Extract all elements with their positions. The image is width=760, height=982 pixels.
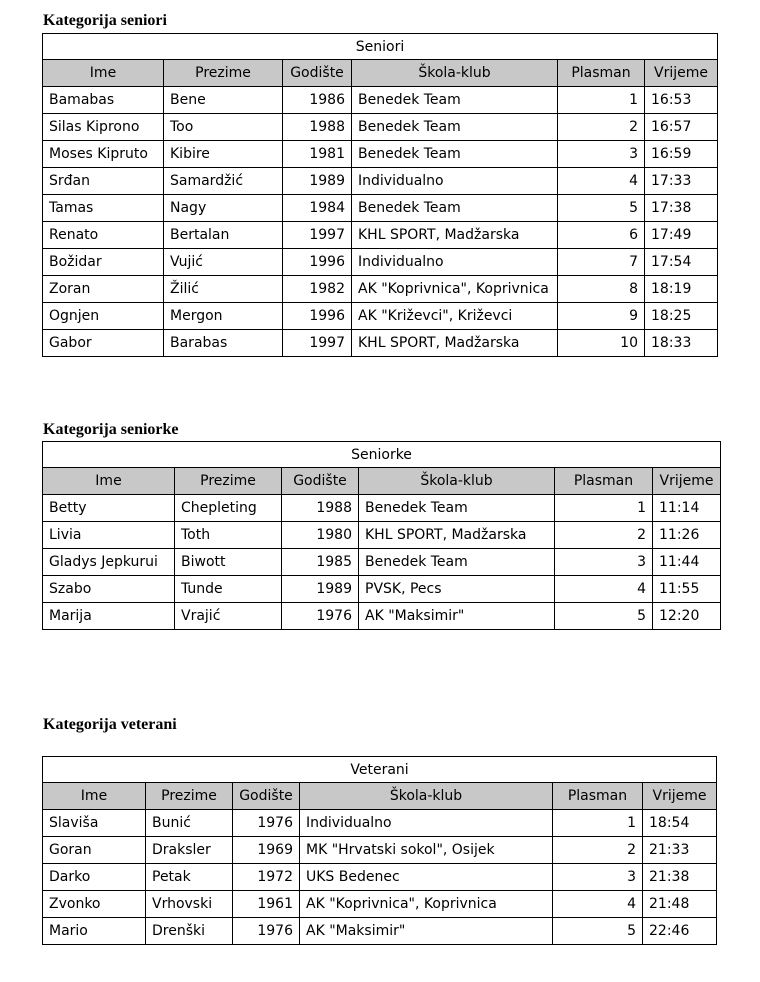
cell-godiste: 1997	[283, 330, 352, 357]
cell-godiste: 1976	[233, 810, 300, 837]
cell-plasman: 3	[555, 549, 653, 576]
column-header-prezime: Prezime	[146, 783, 233, 810]
cell-prezime: Nagy	[164, 195, 283, 222]
table-header-row	[43, 783, 717, 810]
table-row	[43, 249, 718, 276]
section-title-seniorke: Kategorija seniorke	[43, 421, 179, 438]
cell-vrijeme: 21:38	[643, 864, 717, 891]
column-header-skola-klub: Škola-klub	[300, 783, 553, 810]
cell-ime: Goran	[43, 837, 146, 864]
cell-godiste: 1982	[283, 276, 352, 303]
cell-vrijeme: 11:26	[653, 522, 721, 549]
cell-ime: Božidar	[43, 249, 164, 276]
results-table-seniorke	[42, 441, 721, 630]
cell-ime: Gladys Jepkurui	[43, 549, 175, 576]
column-header-ime: Ime	[43, 783, 146, 810]
cell-ime: Moses Kipruto	[43, 141, 164, 168]
table-row	[43, 549, 721, 576]
cell-prezime: Toth	[175, 522, 282, 549]
table-row	[43, 141, 718, 168]
cell-ime: Ognjen	[43, 303, 164, 330]
cell-godiste: 1996	[283, 249, 352, 276]
table-row	[43, 891, 717, 918]
cell-vrijeme: 11:14	[653, 495, 721, 522]
cell-prezime: Žilić	[164, 276, 283, 303]
table-row	[43, 87, 718, 114]
cell-skola-klub: Benedek Team	[352, 195, 558, 222]
cell-prezime: Petak	[146, 864, 233, 891]
cell-plasman: 4	[555, 576, 653, 603]
cell-prezime: Chepleting	[175, 495, 282, 522]
cell-prezime: Bertalan	[164, 222, 283, 249]
cell-ime: Marija	[43, 603, 175, 630]
cell-skola-klub: Benedek Team	[359, 495, 555, 522]
column-header-vrijeme: Vrijeme	[643, 783, 717, 810]
cell-godiste: 1961	[233, 891, 300, 918]
cell-vrijeme: 16:59	[645, 141, 718, 168]
table-row	[43, 810, 717, 837]
cell-plasman: 2	[555, 522, 653, 549]
cell-godiste: 1988	[282, 495, 359, 522]
table-row	[43, 603, 721, 630]
table-caption: Veterani	[43, 757, 717, 783]
cell-skola-klub: PVSK, Pecs	[359, 576, 555, 603]
cell-ime: Livia	[43, 522, 175, 549]
cell-ime: Szabo	[43, 576, 175, 603]
cell-vrijeme: 21:48	[643, 891, 717, 918]
cell-vrijeme: 21:33	[643, 837, 717, 864]
cell-ime: Srđan	[43, 168, 164, 195]
table-row	[43, 918, 717, 945]
cell-skola-klub: Individualno	[300, 810, 553, 837]
column-header-prezime: Prezime	[175, 468, 282, 495]
cell-vrijeme: 18:33	[645, 330, 718, 357]
cell-vrijeme: 18:19	[645, 276, 718, 303]
table-header-row	[43, 60, 718, 87]
cell-plasman: 3	[553, 864, 643, 891]
cell-skola-klub: AK "Maksimir"	[300, 918, 553, 945]
cell-prezime: Vrajić	[175, 603, 282, 630]
cell-godiste: 1986	[283, 87, 352, 114]
cell-godiste: 1976	[282, 603, 359, 630]
cell-godiste: 1981	[283, 141, 352, 168]
cell-plasman: 2	[553, 837, 643, 864]
cell-godiste: 1976	[233, 918, 300, 945]
cell-plasman: 2	[558, 114, 645, 141]
table-row	[43, 114, 718, 141]
cell-vrijeme: 17:33	[645, 168, 718, 195]
cell-godiste: 1969	[233, 837, 300, 864]
column-header-godiste: Godište	[233, 783, 300, 810]
column-header-vrijeme: Vrijeme	[645, 60, 718, 87]
results-table-veterani	[42, 756, 717, 945]
cell-plasman: 3	[558, 141, 645, 168]
table-row	[43, 330, 718, 357]
cell-skola-klub: Benedek Team	[352, 87, 558, 114]
cell-plasman: 7	[558, 249, 645, 276]
table-row	[43, 168, 718, 195]
cell-ime: Betty	[43, 495, 175, 522]
cell-vrijeme: 17:49	[645, 222, 718, 249]
cell-skola-klub: Individualno	[352, 249, 558, 276]
column-header-godiste: Godište	[283, 60, 352, 87]
cell-prezime: Barabas	[164, 330, 283, 357]
column-header-vrijeme: Vrijeme	[653, 468, 721, 495]
cell-ime: Mario	[43, 918, 146, 945]
cell-prezime: Draksler	[146, 837, 233, 864]
cell-skola-klub: MK "Hrvatski sokol", Osijek	[300, 837, 553, 864]
column-header-skola-klub: Škola-klub	[359, 468, 555, 495]
column-header-ime: Ime	[43, 60, 164, 87]
cell-ime: Silas Kiprono	[43, 114, 164, 141]
cell-ime: Gabor	[43, 330, 164, 357]
cell-plasman: 10	[558, 330, 645, 357]
cell-prezime: Vujić	[164, 249, 283, 276]
cell-vrijeme: 18:25	[645, 303, 718, 330]
cell-vrijeme: 18:54	[643, 810, 717, 837]
cell-prezime: Biwott	[175, 549, 282, 576]
cell-prezime: Too	[164, 114, 283, 141]
cell-godiste: 1972	[233, 864, 300, 891]
cell-skola-klub: KHL SPORT, Madžarska	[352, 330, 558, 357]
cell-godiste: 1989	[283, 168, 352, 195]
cell-ime: Renato	[43, 222, 164, 249]
cell-skola-klub: Benedek Team	[352, 114, 558, 141]
cell-skola-klub: KHL SPORT, Madžarska	[359, 522, 555, 549]
cell-godiste: 1996	[283, 303, 352, 330]
table-caption: Seniorke	[43, 442, 721, 468]
cell-vrijeme: 11:55	[653, 576, 721, 603]
cell-skola-klub: Individualno	[352, 168, 558, 195]
cell-plasman: 6	[558, 222, 645, 249]
column-header-godiste: Godište	[282, 468, 359, 495]
cell-plasman: 5	[558, 195, 645, 222]
cell-godiste: 1980	[282, 522, 359, 549]
cell-vrijeme: 17:38	[645, 195, 718, 222]
section-title-seniori: Kategorija seniori	[43, 12, 167, 29]
table-header-row	[43, 468, 721, 495]
table-caption: Seniori	[43, 34, 718, 60]
cell-ime: Zoran	[43, 276, 164, 303]
table-row	[43, 303, 718, 330]
table-row	[43, 276, 718, 303]
cell-ime: Darko	[43, 864, 146, 891]
cell-skola-klub: AK "Koprivnica", Koprivnica	[300, 891, 553, 918]
table-row	[43, 195, 718, 222]
column-header-plasman: Plasman	[553, 783, 643, 810]
cell-ime: Zvonko	[43, 891, 146, 918]
cell-vrijeme: 17:54	[645, 249, 718, 276]
cell-prezime: Bene	[164, 87, 283, 114]
cell-prezime: Tunde	[175, 576, 282, 603]
cell-ime: Bamabas	[43, 87, 164, 114]
results-table-seniori	[42, 33, 718, 357]
cell-prezime: Drenški	[146, 918, 233, 945]
cell-ime: Slaviša	[43, 810, 146, 837]
cell-vrijeme: 11:44	[653, 549, 721, 576]
cell-skola-klub: AK "Koprivnica", Koprivnica	[352, 276, 558, 303]
cell-ime: Tamas	[43, 195, 164, 222]
column-header-skola-klub: Škola-klub	[352, 60, 558, 87]
cell-prezime: Samardžić	[164, 168, 283, 195]
cell-vrijeme: 12:20	[653, 603, 721, 630]
cell-prezime: Mergon	[164, 303, 283, 330]
cell-prezime: Bunić	[146, 810, 233, 837]
cell-prezime: Kibire	[164, 141, 283, 168]
cell-godiste: 1989	[282, 576, 359, 603]
table-row	[43, 495, 721, 522]
table-row	[43, 222, 718, 249]
cell-plasman: 4	[558, 168, 645, 195]
cell-godiste: 1985	[282, 549, 359, 576]
cell-skola-klub: AK "Križevci", Križevci	[352, 303, 558, 330]
cell-skola-klub: Benedek Team	[359, 549, 555, 576]
cell-prezime: Vrhovski	[146, 891, 233, 918]
column-header-plasman: Plasman	[558, 60, 645, 87]
cell-vrijeme: 22:46	[643, 918, 717, 945]
cell-godiste: 1984	[283, 195, 352, 222]
cell-plasman: 4	[553, 891, 643, 918]
cell-plasman: 5	[555, 603, 653, 630]
cell-plasman: 8	[558, 276, 645, 303]
cell-vrijeme: 16:57	[645, 114, 718, 141]
cell-skola-klub: UKS Bedenec	[300, 864, 553, 891]
cell-plasman: 1	[555, 495, 653, 522]
cell-plasman: 1	[558, 87, 645, 114]
cell-vrijeme: 16:53	[645, 87, 718, 114]
cell-plasman: 9	[558, 303, 645, 330]
cell-skola-klub: KHL SPORT, Madžarska	[352, 222, 558, 249]
cell-godiste: 1997	[283, 222, 352, 249]
table-row	[43, 576, 721, 603]
column-header-prezime: Prezime	[164, 60, 283, 87]
cell-plasman: 1	[553, 810, 643, 837]
section-title-veterani: Kategorija veterani	[43, 716, 177, 733]
column-header-plasman: Plasman	[555, 468, 653, 495]
table-row	[43, 864, 717, 891]
cell-skola-klub: Benedek Team	[352, 141, 558, 168]
cell-plasman: 5	[553, 918, 643, 945]
column-header-ime: Ime	[43, 468, 175, 495]
cell-godiste: 1988	[283, 114, 352, 141]
table-row	[43, 837, 717, 864]
cell-skola-klub: AK "Maksimir"	[359, 603, 555, 630]
table-row	[43, 522, 721, 549]
